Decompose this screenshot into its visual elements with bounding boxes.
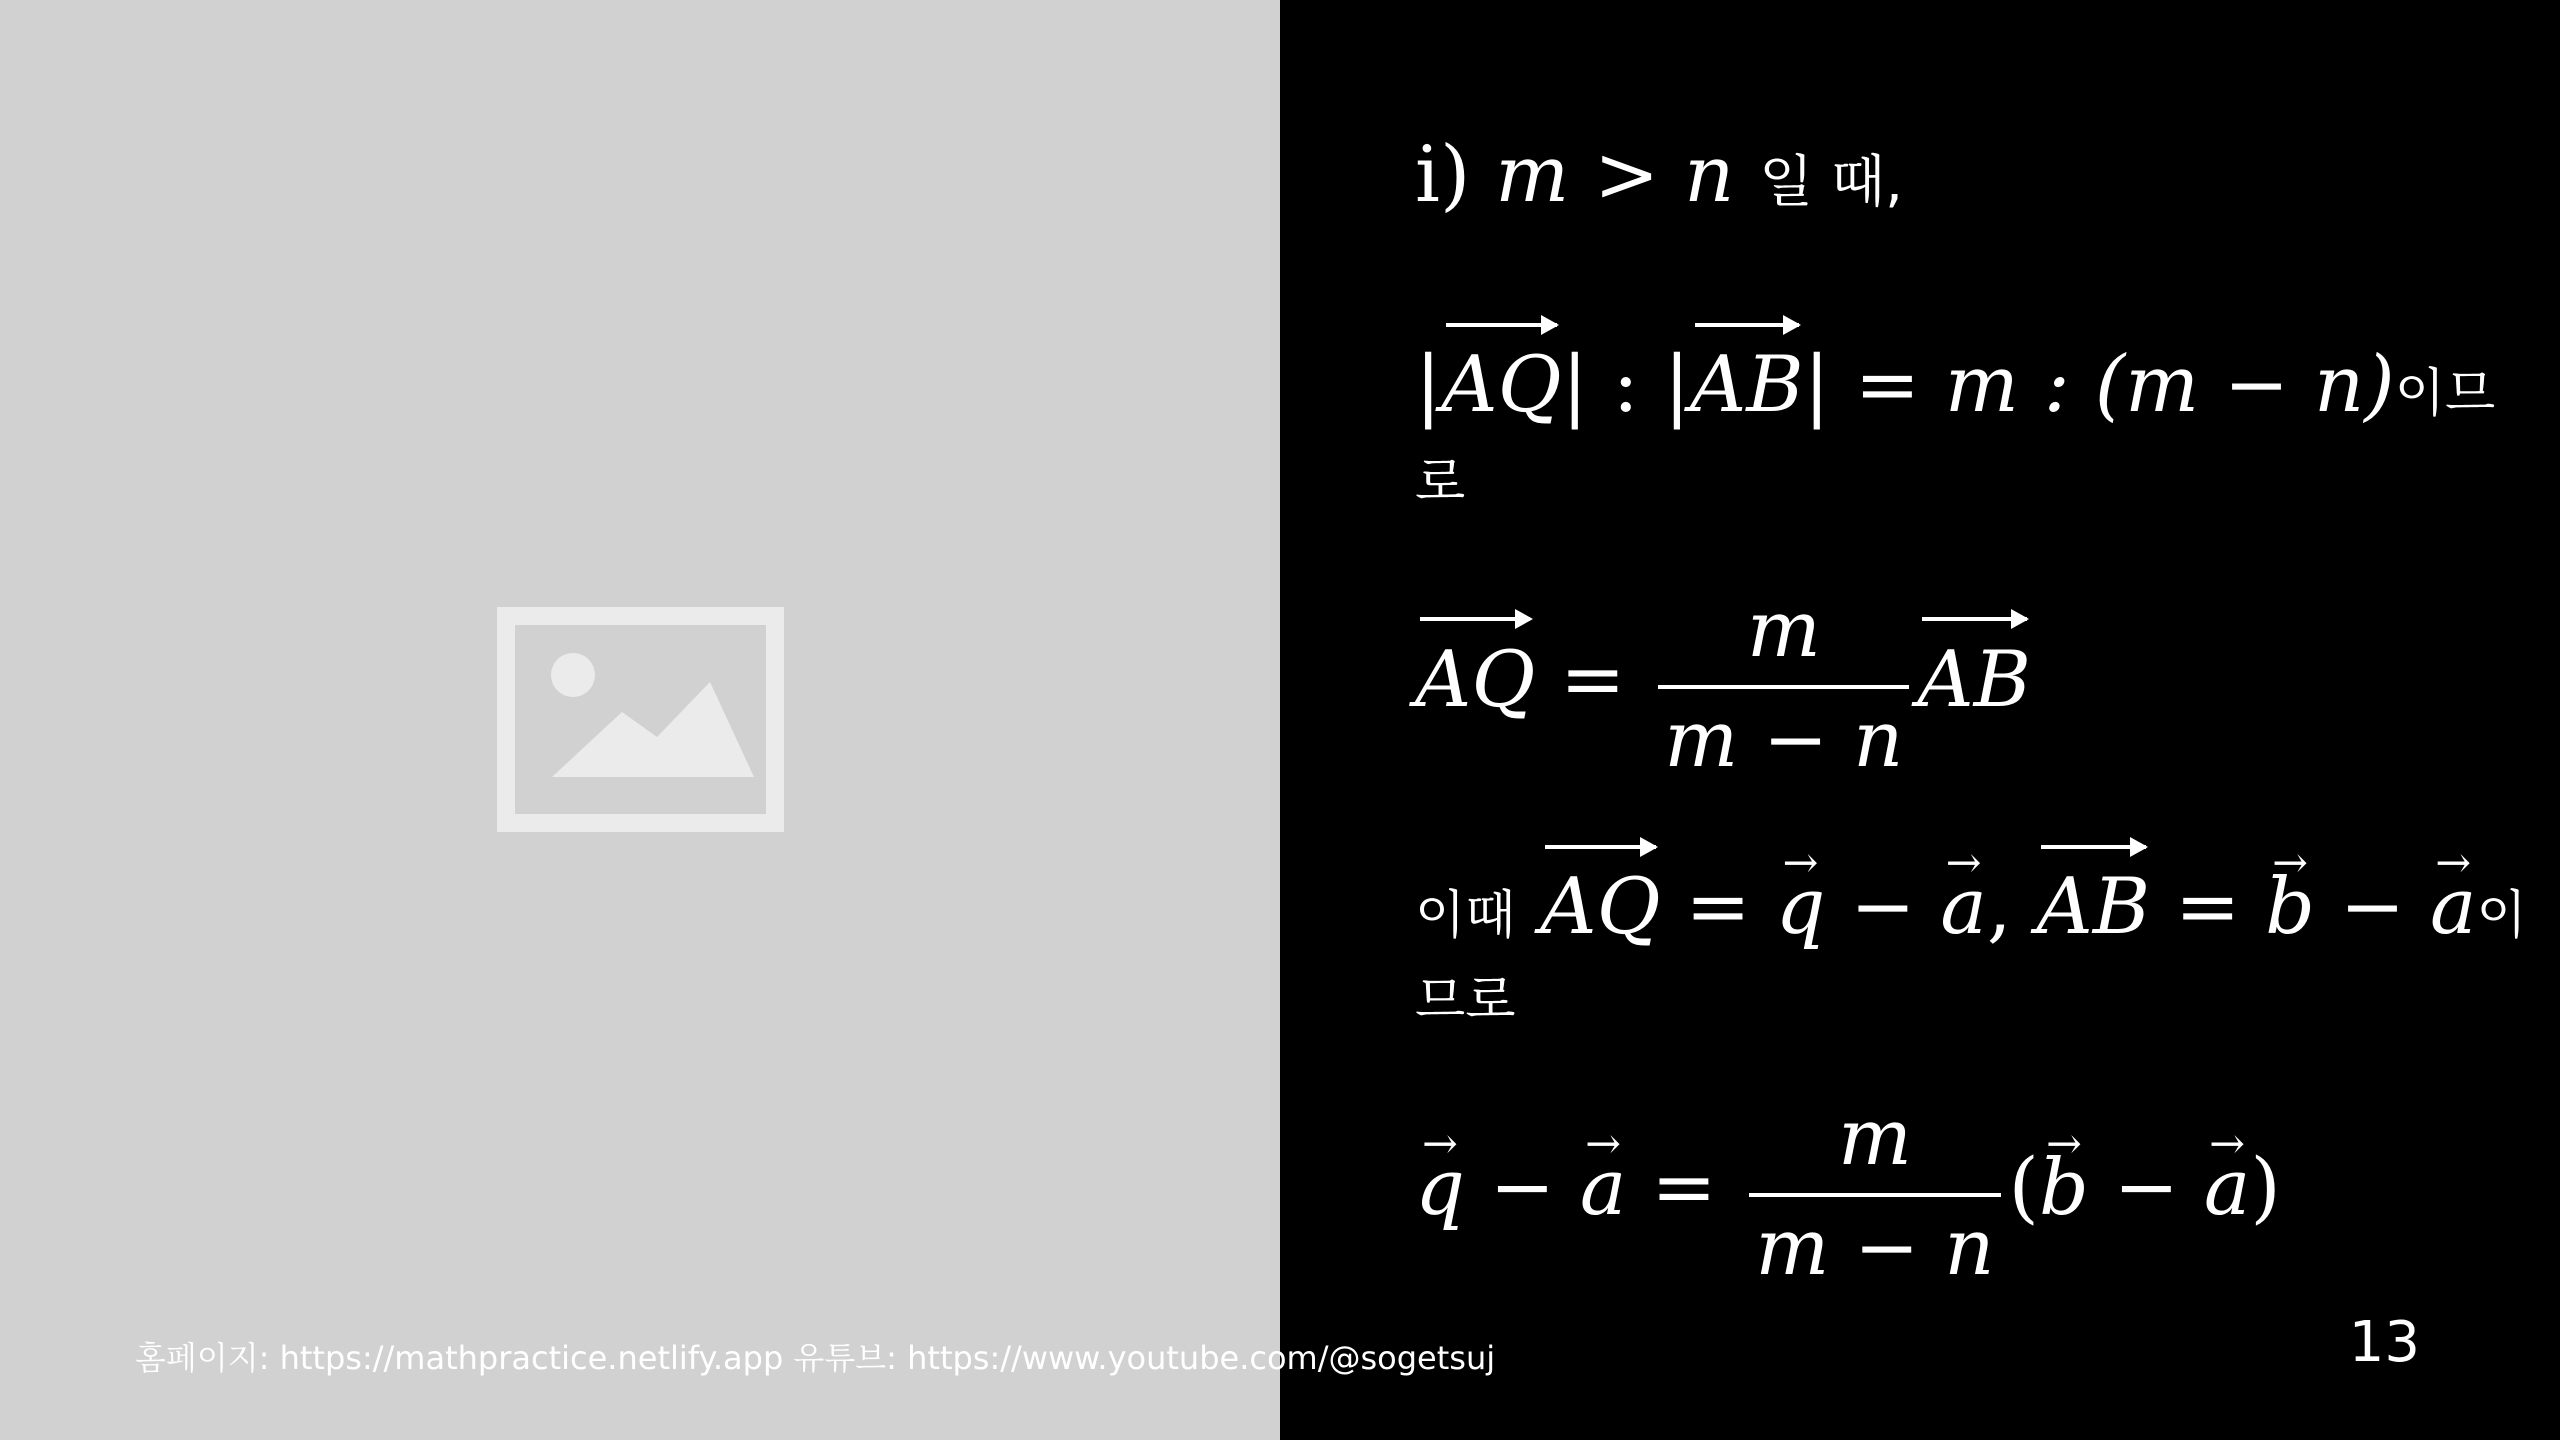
minus-sign: − xyxy=(2339,862,2406,952)
vector-ab: AB xyxy=(2036,862,2151,952)
vector-b: b → xyxy=(2265,862,2315,952)
vector-aq: AQ xyxy=(1540,862,1661,952)
equals-sign: = xyxy=(2174,862,2241,952)
equals-sign: = xyxy=(1651,1142,1717,1233)
case-heading xyxy=(1415,130,1903,220)
final-equation xyxy=(1415,1093,2281,1293)
ratio-rhs: | = m : (m − n) xyxy=(1803,340,2395,430)
paren-open: ( xyxy=(2008,1142,2039,1233)
substitution-suffix-continued: 므로 xyxy=(1415,971,1516,1031)
position-vector-substitution xyxy=(1415,862,2527,952)
ratio-suffix-continued: 로 xyxy=(1415,453,1466,513)
minus-sign: − xyxy=(1850,862,1916,952)
vector-ab: AB xyxy=(1917,634,2032,725)
fraction xyxy=(1658,585,1909,785)
fraction-numerator: m xyxy=(1658,585,1909,689)
fraction-denominator: m − n xyxy=(1755,1203,1995,1293)
fraction-numerator: m xyxy=(1749,1093,2000,1197)
comma: , xyxy=(1986,862,2012,952)
fraction xyxy=(1749,1093,2000,1293)
vector-b: b → xyxy=(2039,1143,2089,1233)
case-suffix: 일 때, xyxy=(1759,150,1903,215)
case-condition: m > n xyxy=(1495,130,1735,220)
vector-a: a → xyxy=(2430,862,2477,952)
ratio-suffix: 이므 xyxy=(2394,364,2496,424)
paren-close: ) xyxy=(2250,1142,2281,1233)
abs-open: | xyxy=(1415,340,1442,430)
vector-aq: AQ xyxy=(1441,340,1562,430)
equals-sign: = xyxy=(1685,862,1751,952)
vector-a: a → xyxy=(1580,1143,1627,1233)
vector-q: q → xyxy=(1776,862,1826,952)
ratio-equation xyxy=(1415,340,2495,430)
minus-sign: − xyxy=(1489,1142,1556,1233)
substitution-prefix: 이때 xyxy=(1415,886,1516,946)
footer-links: 홈페이지: https://mathpractice.netlify.app 유튜브: https://www.youtube.com/@sogetsuj xyxy=(135,1339,1496,1377)
vector-aq: AQ xyxy=(1415,634,1536,725)
fraction-denominator: m − n xyxy=(1664,695,1904,785)
minus-sign: − xyxy=(2113,1142,2180,1233)
case-label: i) xyxy=(1415,130,1471,220)
vector-q: q → xyxy=(1415,1143,1465,1233)
vector-ab: AB xyxy=(1690,340,1804,430)
page-number: 13 xyxy=(2348,1310,2420,1375)
ratio-middle: | : | xyxy=(1561,340,1690,430)
vector-relation xyxy=(1415,585,2031,785)
image-placeholder-icon xyxy=(497,607,784,832)
substitution-suffix: 이 xyxy=(2476,886,2527,946)
equals-sign: = xyxy=(1560,634,1626,725)
vector-a: a → xyxy=(2204,1143,2251,1233)
vector-a: a → xyxy=(1940,862,1987,952)
